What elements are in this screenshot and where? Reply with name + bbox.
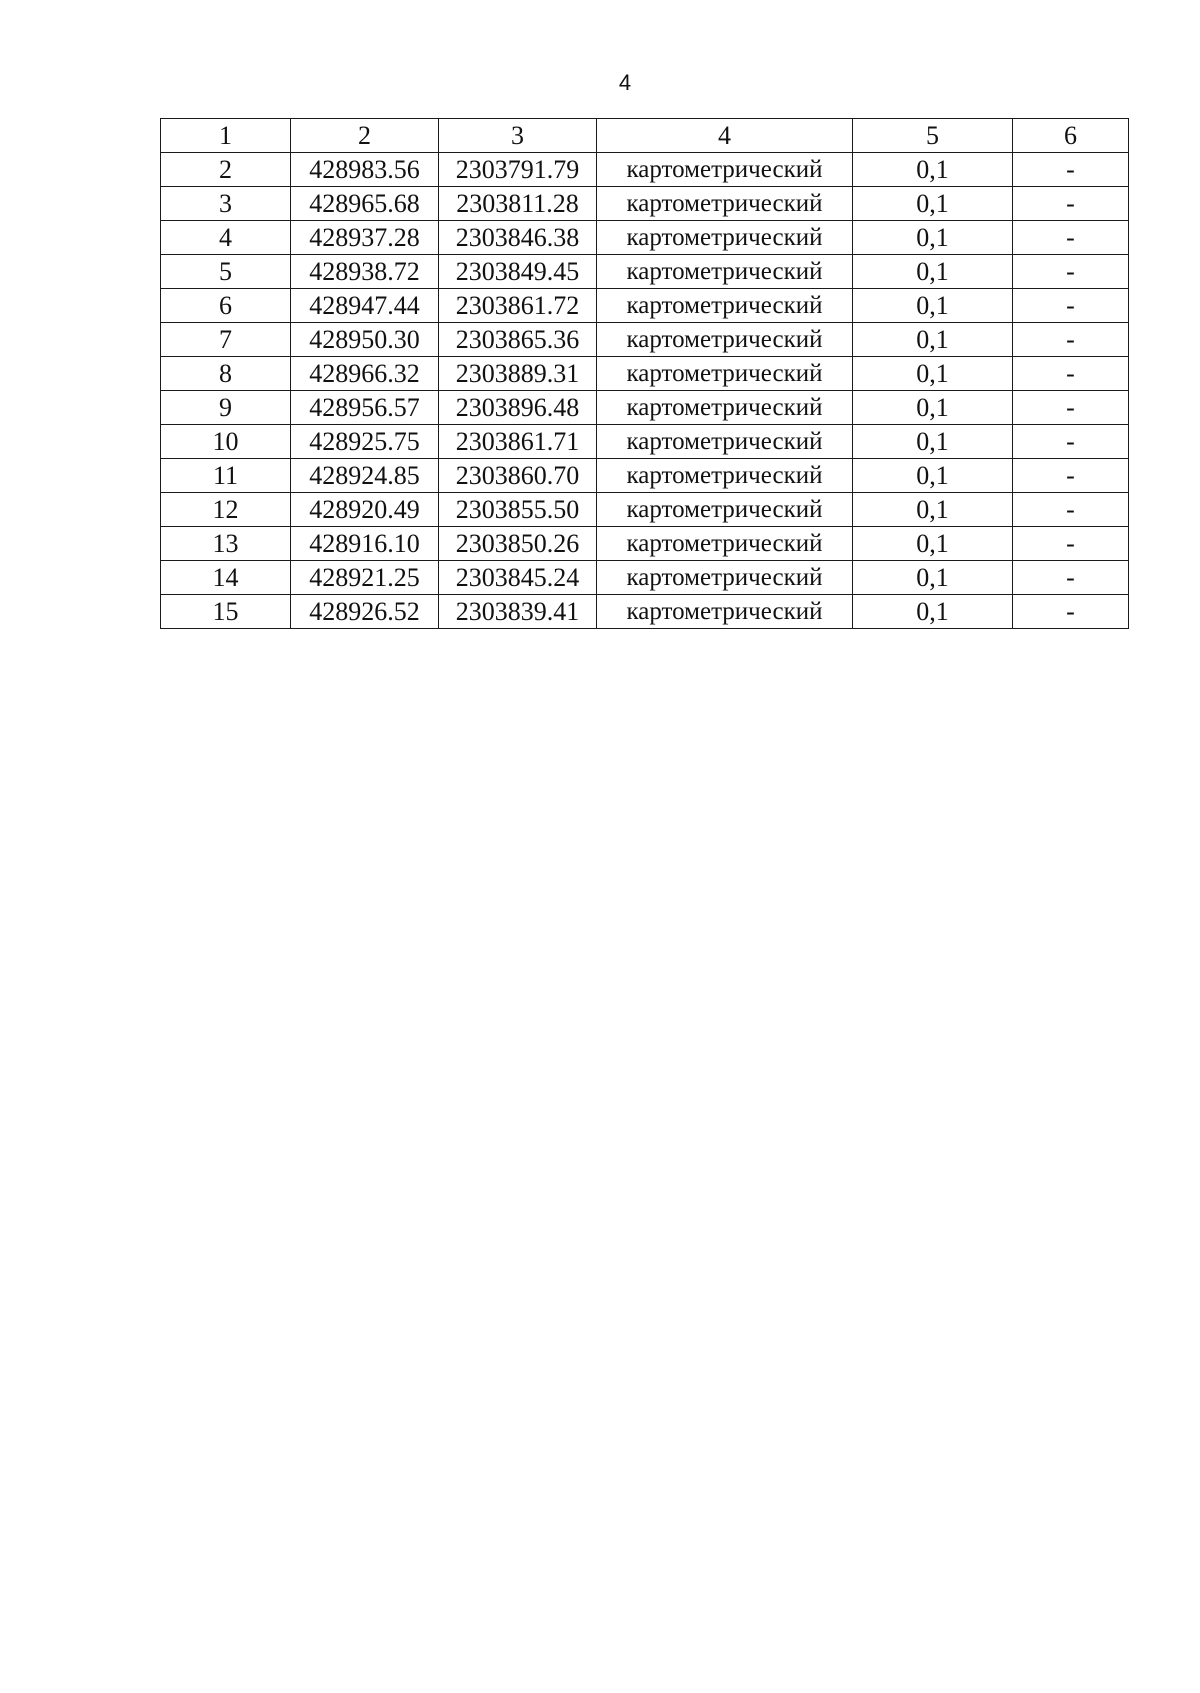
x-coordinate-cell: 428921.25 [291,561,439,595]
x-coordinate-cell: 428926.52 [291,595,439,629]
description-cell: - [1013,493,1129,527]
column-header: 5 [853,119,1013,153]
x-coordinate-cell: 428916.10 [291,527,439,561]
y-coordinate-cell: 2303860.70 [439,459,597,493]
y-coordinate-cell: 2303865.36 [439,323,597,357]
method-cell: картометрический [597,153,853,187]
table-row [161,255,1129,289]
table-row [161,391,1129,425]
point-number-cell: 11 [161,459,291,493]
x-coordinate-cell: 428950.30 [291,323,439,357]
column-header: 3 [439,119,597,153]
point-number-cell: 15 [161,595,291,629]
method-cell: картометрический [597,255,853,289]
method-cell: картометрический [597,459,853,493]
method-cell: картометрический [597,527,853,561]
table-row [161,357,1129,391]
column-header: 2 [291,119,439,153]
method-cell: картометрический [597,357,853,391]
x-coordinate-cell: 428925.75 [291,425,439,459]
method-cell: картометрический [597,493,853,527]
y-coordinate-cell: 2303839.41 [439,595,597,629]
accuracy-cell: 0,1 [853,527,1013,561]
column-header: 4 [597,119,853,153]
point-number-cell: 14 [161,561,291,595]
accuracy-cell: 0,1 [853,153,1013,187]
description-cell: - [1013,595,1129,629]
accuracy-cell: 0,1 [853,255,1013,289]
accuracy-cell: 0,1 [853,459,1013,493]
accuracy-cell: 0,1 [853,493,1013,527]
y-coordinate-cell: 2303846.38 [439,221,597,255]
x-coordinate-cell: 428947.44 [291,289,439,323]
y-coordinate-cell: 2303855.50 [439,493,597,527]
description-cell: - [1013,255,1129,289]
table-row [161,187,1129,221]
y-coordinate-cell: 2303845.24 [439,561,597,595]
table-row [161,289,1129,323]
table-row [161,493,1129,527]
point-number-cell: 6 [161,289,291,323]
table-row [161,221,1129,255]
description-cell: - [1013,561,1129,595]
point-number-cell: 7 [161,323,291,357]
y-coordinate-cell: 2303811.28 [439,187,597,221]
method-cell: картометрический [597,391,853,425]
description-cell: - [1013,153,1129,187]
point-number-cell: 3 [161,187,291,221]
table-row [161,323,1129,357]
method-cell: картометрический [597,595,853,629]
accuracy-cell: 0,1 [853,187,1013,221]
y-coordinate-cell: 2303861.71 [439,425,597,459]
point-number-cell: 9 [161,391,291,425]
method-cell: картометрический [597,561,853,595]
table-header [161,119,1129,153]
method-cell: картометрический [597,289,853,323]
accuracy-cell: 0,1 [853,357,1013,391]
table-row [161,561,1129,595]
description-cell: - [1013,187,1129,221]
method-cell: картометрический [597,221,853,255]
accuracy-cell: 0,1 [853,561,1013,595]
description-cell: - [1013,391,1129,425]
point-number-cell: 12 [161,493,291,527]
x-coordinate-cell: 428938.72 [291,255,439,289]
y-coordinate-cell: 2303889.31 [439,357,597,391]
y-coordinate-cell: 2303896.48 [439,391,597,425]
column-header: 6 [1013,119,1129,153]
column-header: 1 [161,119,291,153]
x-coordinate-cell: 428924.85 [291,459,439,493]
method-cell: картометрический [597,425,853,459]
accuracy-cell: 0,1 [853,595,1013,629]
accuracy-cell: 0,1 [853,425,1013,459]
description-cell: - [1013,323,1129,357]
table-body [161,153,1129,629]
y-coordinate-cell: 2303861.72 [439,289,597,323]
point-number-cell: 2 [161,153,291,187]
page-number: 4 [618,70,632,95]
y-coordinate-cell: 2303849.45 [439,255,597,289]
accuracy-cell: 0,1 [853,221,1013,255]
x-coordinate-cell: 428920.49 [291,493,439,527]
y-coordinate-cell: 2303850.26 [439,527,597,561]
point-number-cell: 4 [161,221,291,255]
x-coordinate-cell: 428983.56 [291,153,439,187]
table-row [161,527,1129,561]
point-number-cell: 8 [161,357,291,391]
table-row [161,459,1129,493]
description-cell: - [1013,459,1129,493]
point-number-cell: 10 [161,425,291,459]
table-row [161,595,1129,629]
x-coordinate-cell: 428965.68 [291,187,439,221]
method-cell: картометрический [597,187,853,221]
table-row [161,425,1129,459]
x-coordinate-cell: 428937.28 [291,221,439,255]
accuracy-cell: 0,1 [853,289,1013,323]
x-coordinate-cell: 428956.57 [291,391,439,425]
method-cell: картометрический [597,323,853,357]
description-cell: - [1013,425,1129,459]
description-cell: - [1013,289,1129,323]
table-row [161,153,1129,187]
description-cell: - [1013,221,1129,255]
accuracy-cell: 0,1 [853,323,1013,357]
x-coordinate-cell: 428966.32 [291,357,439,391]
y-coordinate-cell: 2303791.79 [439,153,597,187]
coordinates-table [160,118,1129,629]
point-number-cell: 5 [161,255,291,289]
accuracy-cell: 0,1 [853,391,1013,425]
point-number-cell: 13 [161,527,291,561]
header-row [161,119,1129,153]
description-cell: - [1013,527,1129,561]
description-cell: - [1013,357,1129,391]
